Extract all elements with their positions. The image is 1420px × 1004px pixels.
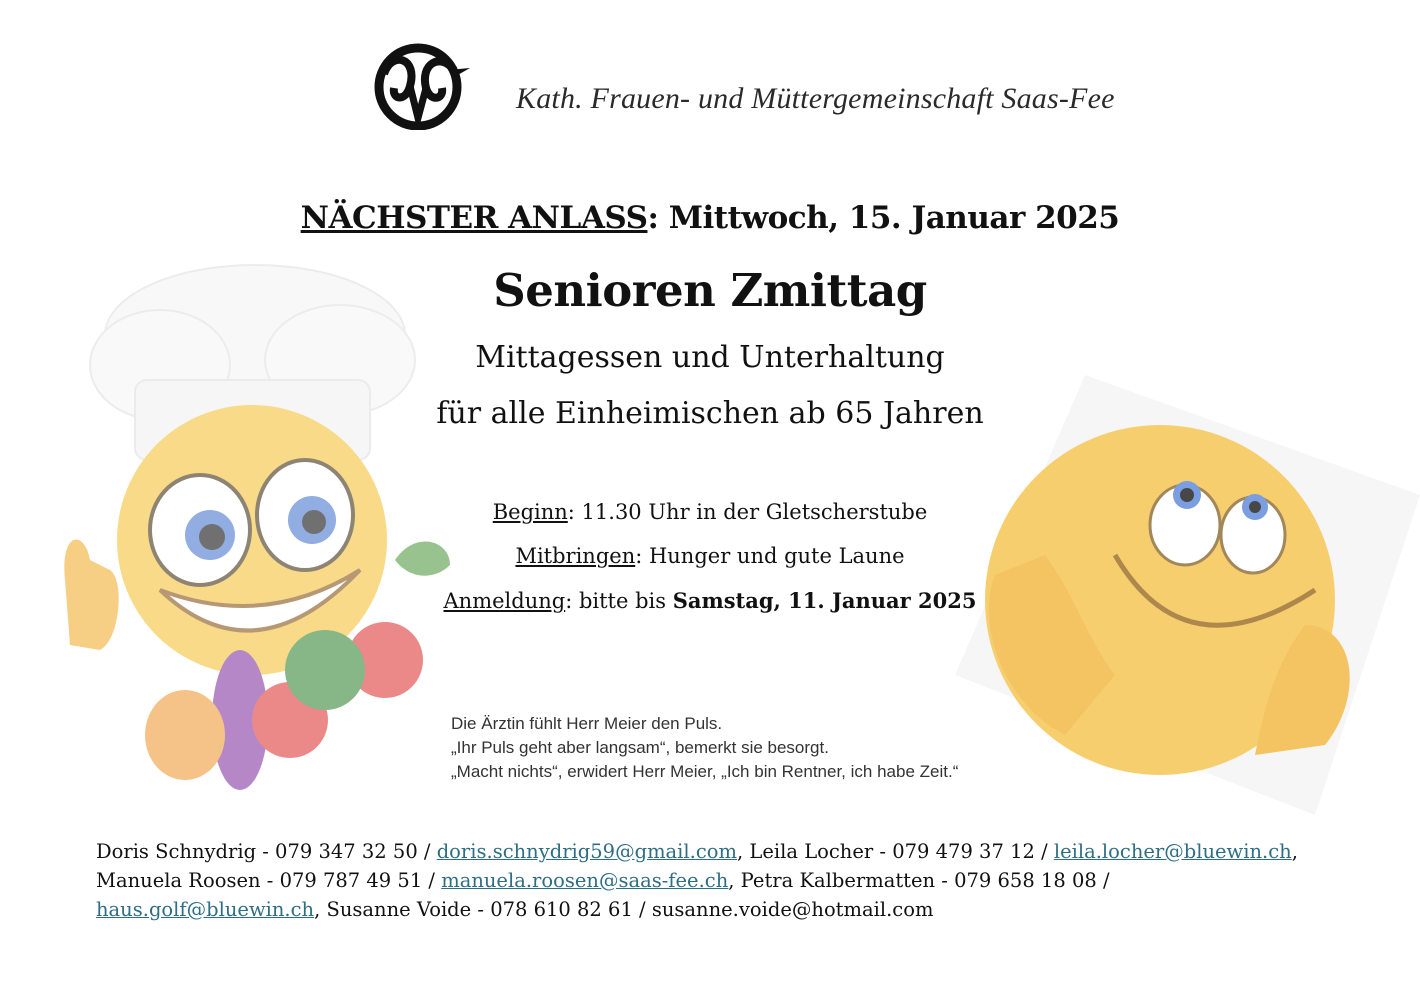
event-subtitle-1: Mittagessen und Unterhaltung: [475, 340, 945, 375]
anmeldung-label: Anmeldung: [443, 589, 566, 613]
anmeldung-deadline: Samstag, 11. Januar 2025: [672, 588, 977, 613]
contact-susanne: , Susanne Voide - 078 610 82 61 / susanne.voide@hotmail.com: [314, 898, 934, 921]
contact-line-2: [96, 866, 1346, 895]
contact-line-1: [96, 837, 1346, 866]
detail-mitbringen: [0, 544, 1420, 568]
organization-logo: [370, 40, 472, 130]
event-title: Senioren Zmittag: [493, 264, 927, 317]
contact-separator: ,: [1291, 840, 1298, 863]
joke-line: „Macht nichts“, erwidert Herr Meier, „Ich bin Rentner, ich habe Zeit.“: [451, 762, 959, 781]
organization-name: Kath. Frauen- und Müttergemeinschaft Saas-Fee: [516, 82, 1115, 115]
next-event-line: [0, 200, 1420, 236]
contact-leila: , Leila Locher - 079 479 37 12 /: [737, 840, 1054, 863]
detail-anmeldung: [0, 588, 1420, 613]
email-link-manuela[interactable]: manuela.roosen@saas-fee.ch: [441, 869, 729, 892]
joke-text: [451, 712, 958, 784]
joke-line: Die Ärztin fühlt Herr Meier den Puls.: [451, 714, 723, 733]
next-event-date: : Mittwoch, 15. Januar 2025: [647, 200, 1120, 236]
beginn-value: : 11.30 Uhr in der Gletscherstube: [567, 500, 928, 524]
joke-line: „Ihr Puls geht aber langsam“, bemerkt sie besorgt.: [451, 738, 829, 757]
mitbringen-label: Mitbringen: [515, 544, 636, 568]
mitbringen-value: : Hunger und gute Laune: [635, 544, 905, 568]
email-link-petra[interactable]: haus.golf@bluewin.ch: [96, 898, 315, 921]
contact-list: [96, 837, 1346, 924]
contact-petra: , Petra Kalbermatten - 079 658 18 08 /: [728, 869, 1110, 892]
next-event-label: NÄCHSTER ANLASS: [300, 200, 648, 236]
beginn-label: Beginn: [492, 500, 568, 524]
event-subtitle-2: für alle Einheimischen ab 65 Jahren: [436, 396, 984, 431]
contact-line-3: [96, 895, 1346, 924]
detail-beginn: [0, 500, 1420, 524]
contact-manuela: Manuela Roosen - 079 787 49 51 /: [96, 869, 442, 892]
anmeldung-value: : bitte bis: [565, 589, 673, 613]
contact-doris: Doris Schnydrig - 079 347 32 50 /: [96, 840, 437, 863]
email-link-doris[interactable]: doris.schnydrig59@gmail.com: [436, 840, 738, 863]
email-link-leila[interactable]: leila.locher@bluewin.ch: [1053, 840, 1292, 863]
